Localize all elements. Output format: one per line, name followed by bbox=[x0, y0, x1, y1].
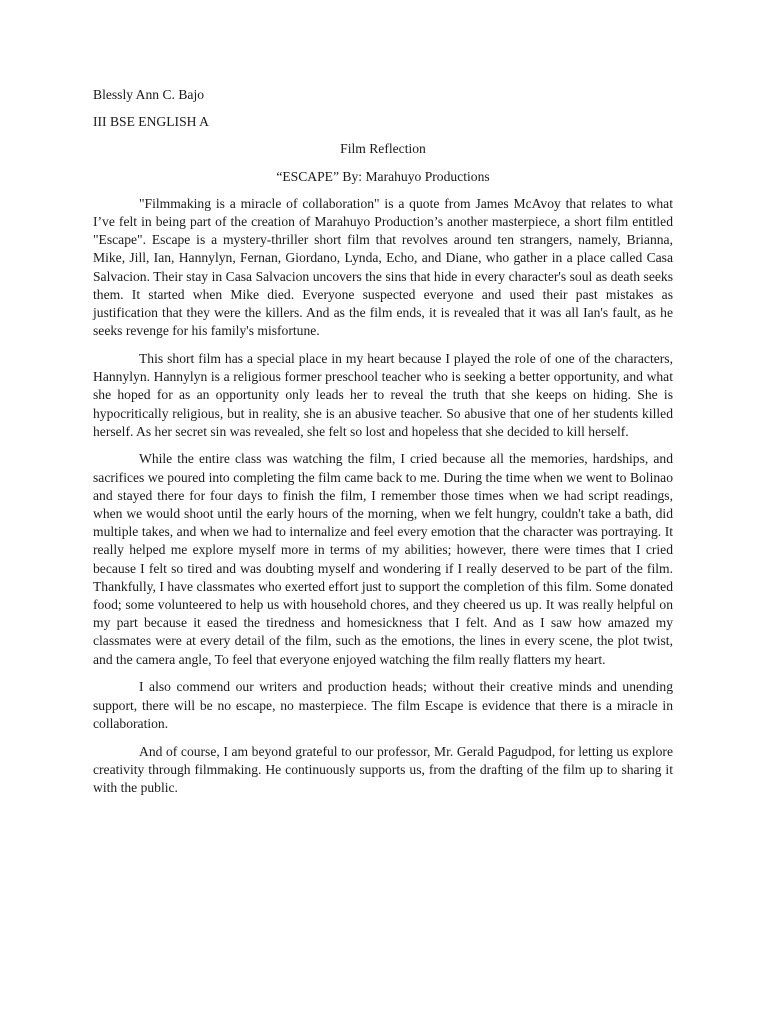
author-name: Blessly Ann C. Bajo bbox=[93, 87, 205, 102]
body-paragraph-5: And of course, I am beyond grateful to our professor, Mr. Gerald Pagudpod, for letting us explore creativity through filmmaking. He continuously supports us, from the drafting of the film up to sharing it with the public. bbox=[93, 743, 673, 795]
document-title: Film Reflection bbox=[340, 141, 426, 157]
film-subtitle: “ESCAPE” By: Marahuyo Productions bbox=[276, 168, 490, 184]
document-page bbox=[93, 86, 673, 807]
class-section: III BSE ENGLISH A bbox=[93, 114, 209, 130]
body-paragraph-2: This short film has a special place in my heart because I played the role of one of the characters, Hannylyn. Hannylyn is a religious former preschool teacher who is seeking a better opportunity, and what she hoped for as an opportunity only leads her to reveal the truth that she keeps on hiding. She is hypocritically religious, but in reality, she is an abusive teacher. So abusive that one of her students killed herself. As her secret sin was revealed, she felt so lost and hopeless that she decided to kill herself. bbox=[93, 350, 673, 439]
body-paragraph-3: While the entire class was watching the film, I cried because all the memories, hardships, and sacrifices we poured into completing the film came back to me. During the time when we went to Bolinao and stayed there for four days to finish the film, I remember those times when we had script readings, when we would shoot until the early hours of the morning, when we felt hungry, couldn't take a bath, did multiple takes, and when we had to internalize and feel every emotion that the character was portraying. It really helped me explore myself more in terms of my abilities; however, there were times that I cried because I felt so tired and was doubting myself and wondering if I really deserved to be part of the film. Thankfully, I have classmates who exerted effort just to support the completion of this film. Some donated food; some volunteered to help us with household chores, and they cheered us up. It was really helpful on my part because it eased the tiredness and homesickness that I felt. And as I saw how amazed my classmates were at every detail of the film, such as the emotions, the lines in every scene, the plot twist, and the camera angle, To feel that everyone enjoyed watching the film really flatters my heart. bbox=[93, 451, 673, 667]
body-paragraph-1: "Filmmaking is a miracle of collaboration" is a quote from James McAvoy that relates to what I’ve felt in being part of the creation of Marahuyo Production’s another masterpiece, a short film entitled "Escape". Escape is a mystery-thriller short film that revolves around ten strangers, namely, Brianna, Mike, Jill, Ian, Hannylyn, Fernan, Giordano, Lynda, Echo, and Diane, who gather in a place called Casa Salvacion. Their stay in Casa Salvacion uncovers the sins that hide in every character's soul as death seeks them. It started when Mike died. Everyone suspected everyone and used their past mistakes as justification that they were the killers. And as the film ends, it is revealed that it was all Ian's fault, as he seeks revenge for his family's misfortune. bbox=[93, 195, 673, 339]
body-paragraph-4: I also commend our writers and production heads; without their creative minds and unending support, there will be no escape, no masterpiece. The film Escape is evidence that there is a miracle in collaboration. bbox=[93, 679, 673, 731]
